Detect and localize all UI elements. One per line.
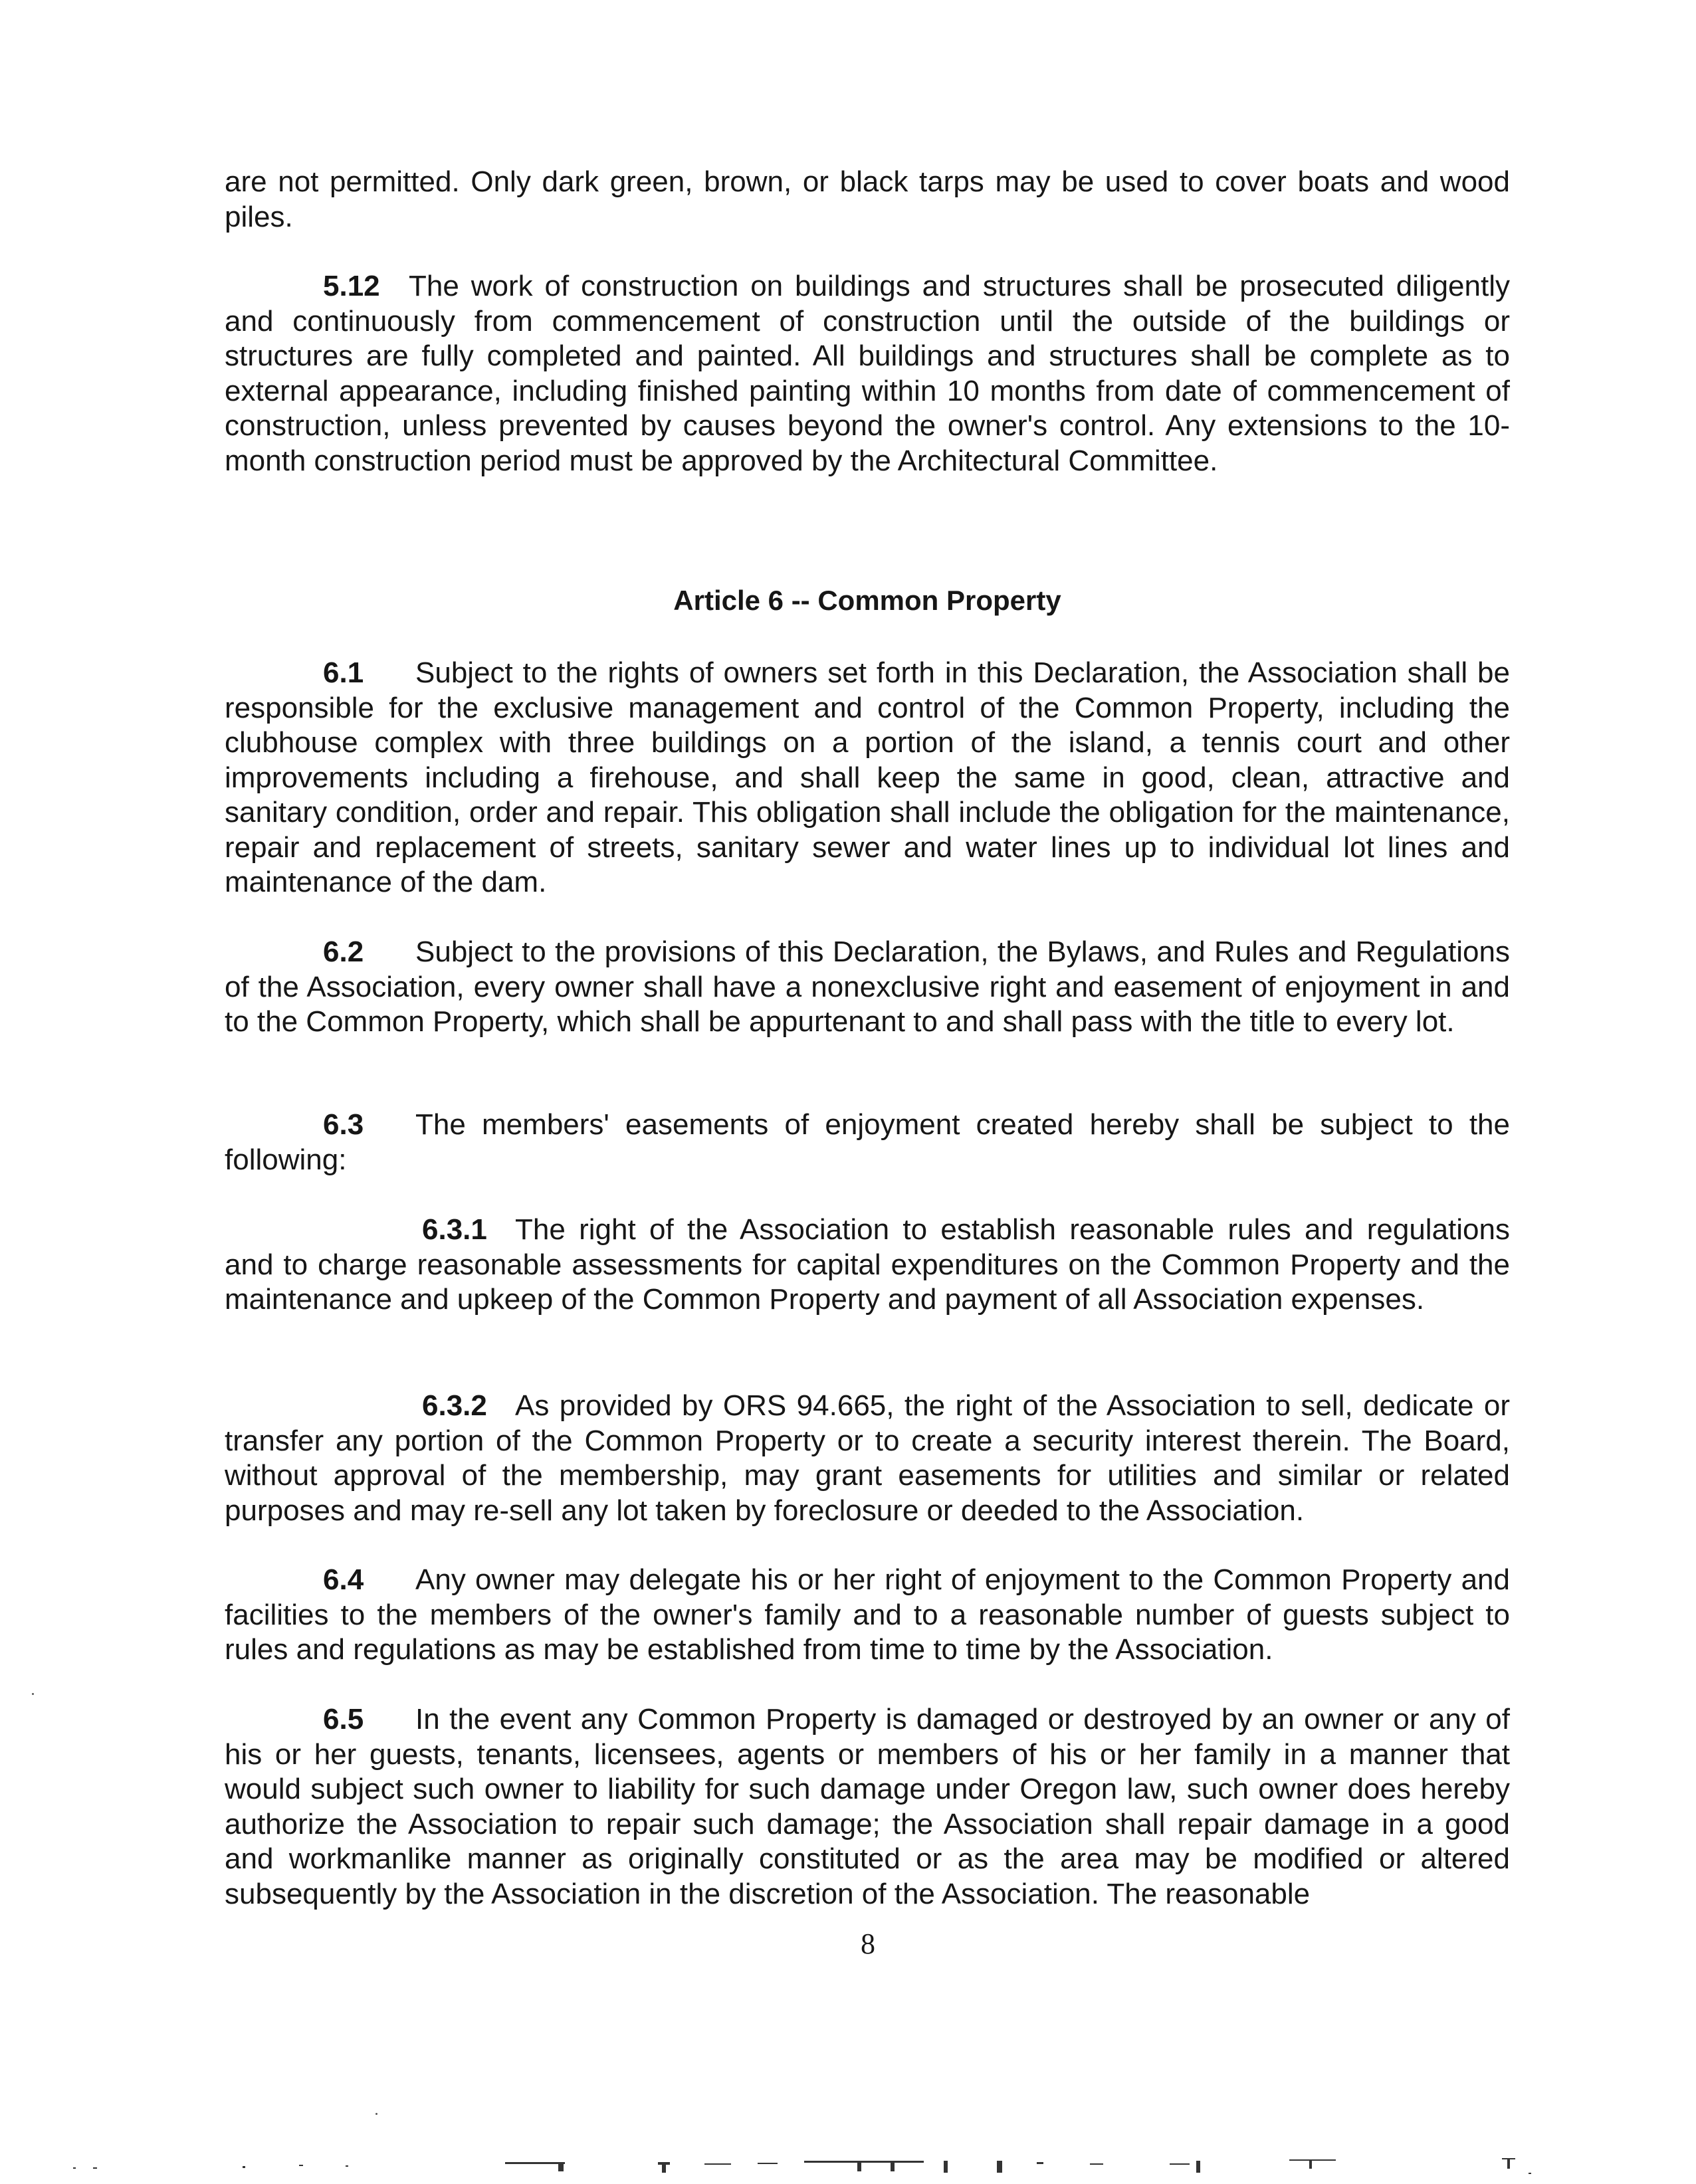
paragraph-text: Any owner may delegate his or her right of enjoyment to the Common Property and facilities to the members of the owner's family and to a reasonable number of guests subject to rules and regulations as may be established from time to time by the Association. [225,1563,1510,1666]
section-number: 6.3.2 [422,1389,487,1422]
paragraph-text: In the event any Common Property is damaged or destroyed by an owner or any of his or her guests, tenants, licensees, agents or members of his or her family in a manner that would subject such owner to liability for such damage under Oregon law, such owner does hereby authorize the Association to repair such damage; the Association shall repair damage in a good and workmanlike manner as originally constituted or as the area may be modified or altered subsequently by the Association in the discretion of the Association. The reasonable [225,1703,1510,1910]
paragraph-6-1 [225,656,1510,900]
section-number: 6.1 [323,656,364,689]
paragraph-6-5 [225,1702,1510,1912]
paragraph-6-2 [225,935,1510,1040]
paragraph-text: are not permitted. Only dark green, brown, or black tarps may be used to cover boats and wood piles. [225,165,1510,233]
paragraph-text: Subject to the rights of owners set forth in this Declaration, the Association shall be responsible for the exclusive management and control of the Common Property, including the clubhouse complex with three buildings on a portion of the island, a tennis court and other improvements including a firehouse, and shall keep the same in good, clean, attractive and sanitary condition, order and repair. This obligation shall include the obligation for the maintenance, repair and replacement of streets, sanitary sewer and water lines up to individual lot lines and maintenance of the dam. [225,656,1510,898]
section-number: 6.4 [323,1563,364,1596]
scan-speck [375,2113,377,2115]
paragraph-5-12 [225,269,1510,478]
paragraph-text: The work of construction on buildings and structures shall be prosecuted diligently and continuously from commencement of construction until the outside of the buildings or structures are fully completed and painted. All buildings and structures shall be complete as to external appearance, including finished painting within 10 months from date of commencement of construction, unless prevented by causes beyond the owner's control. Any extensions to the 10-month construction period must be approved by the Architectural Committee. [225,270,1510,477]
section-number: 6.5 [323,1703,364,1736]
section-number: 6.3.1 [422,1213,487,1246]
paragraph-6-3-2 [225,1389,1510,1528]
page-number: 8 [861,1928,875,1960]
section-number: 6.2 [323,936,364,968]
paragraph-6-4 [225,1563,1510,1668]
scan-speck [32,1693,34,1695]
paragraph-text: The members' easements of enjoyment created hereby shall be subject to the following: [225,1108,1510,1176]
paragraph-text: Subject to the provisions of this Declaration, the Bylaws, and Rules and Regulations of the Association, every owner shall have a nonexclusive right and easement of enjoyment in and to the Common Property, which shall be appurtenant to and shall pass with the title to every lot. [225,936,1510,1038]
paragraph-text: As provided by ORS 94.665, the right of the Association to sell, dedicate or transfer any portion of the Common Property or to create a security interest therein. The Board, without approval of the membership, may grant easements for utilities and similar or related purposes and may re-sell any lot taken by foreclosure or deeded to the Association. [225,1389,1510,1527]
section-number: 5.12 [323,270,380,302]
paragraph-text: The right of the Association to establish reasonable rules and regulations and to charge reasonable assessments for capital expenditures on the Common Property and the maintenance and upkeep of the Common Property and payment of all Association expenses. [225,1213,1510,1316]
paragraph-6-3 [225,1108,1510,1177]
section-number: 6.3 [323,1108,364,1141]
paragraph-6-3-1 [225,1213,1510,1318]
article-heading: Article 6 -- Common Property [673,585,1061,616]
paragraph-continued [225,165,1510,235]
scan-edge-artifact [0,2146,1696,2184]
